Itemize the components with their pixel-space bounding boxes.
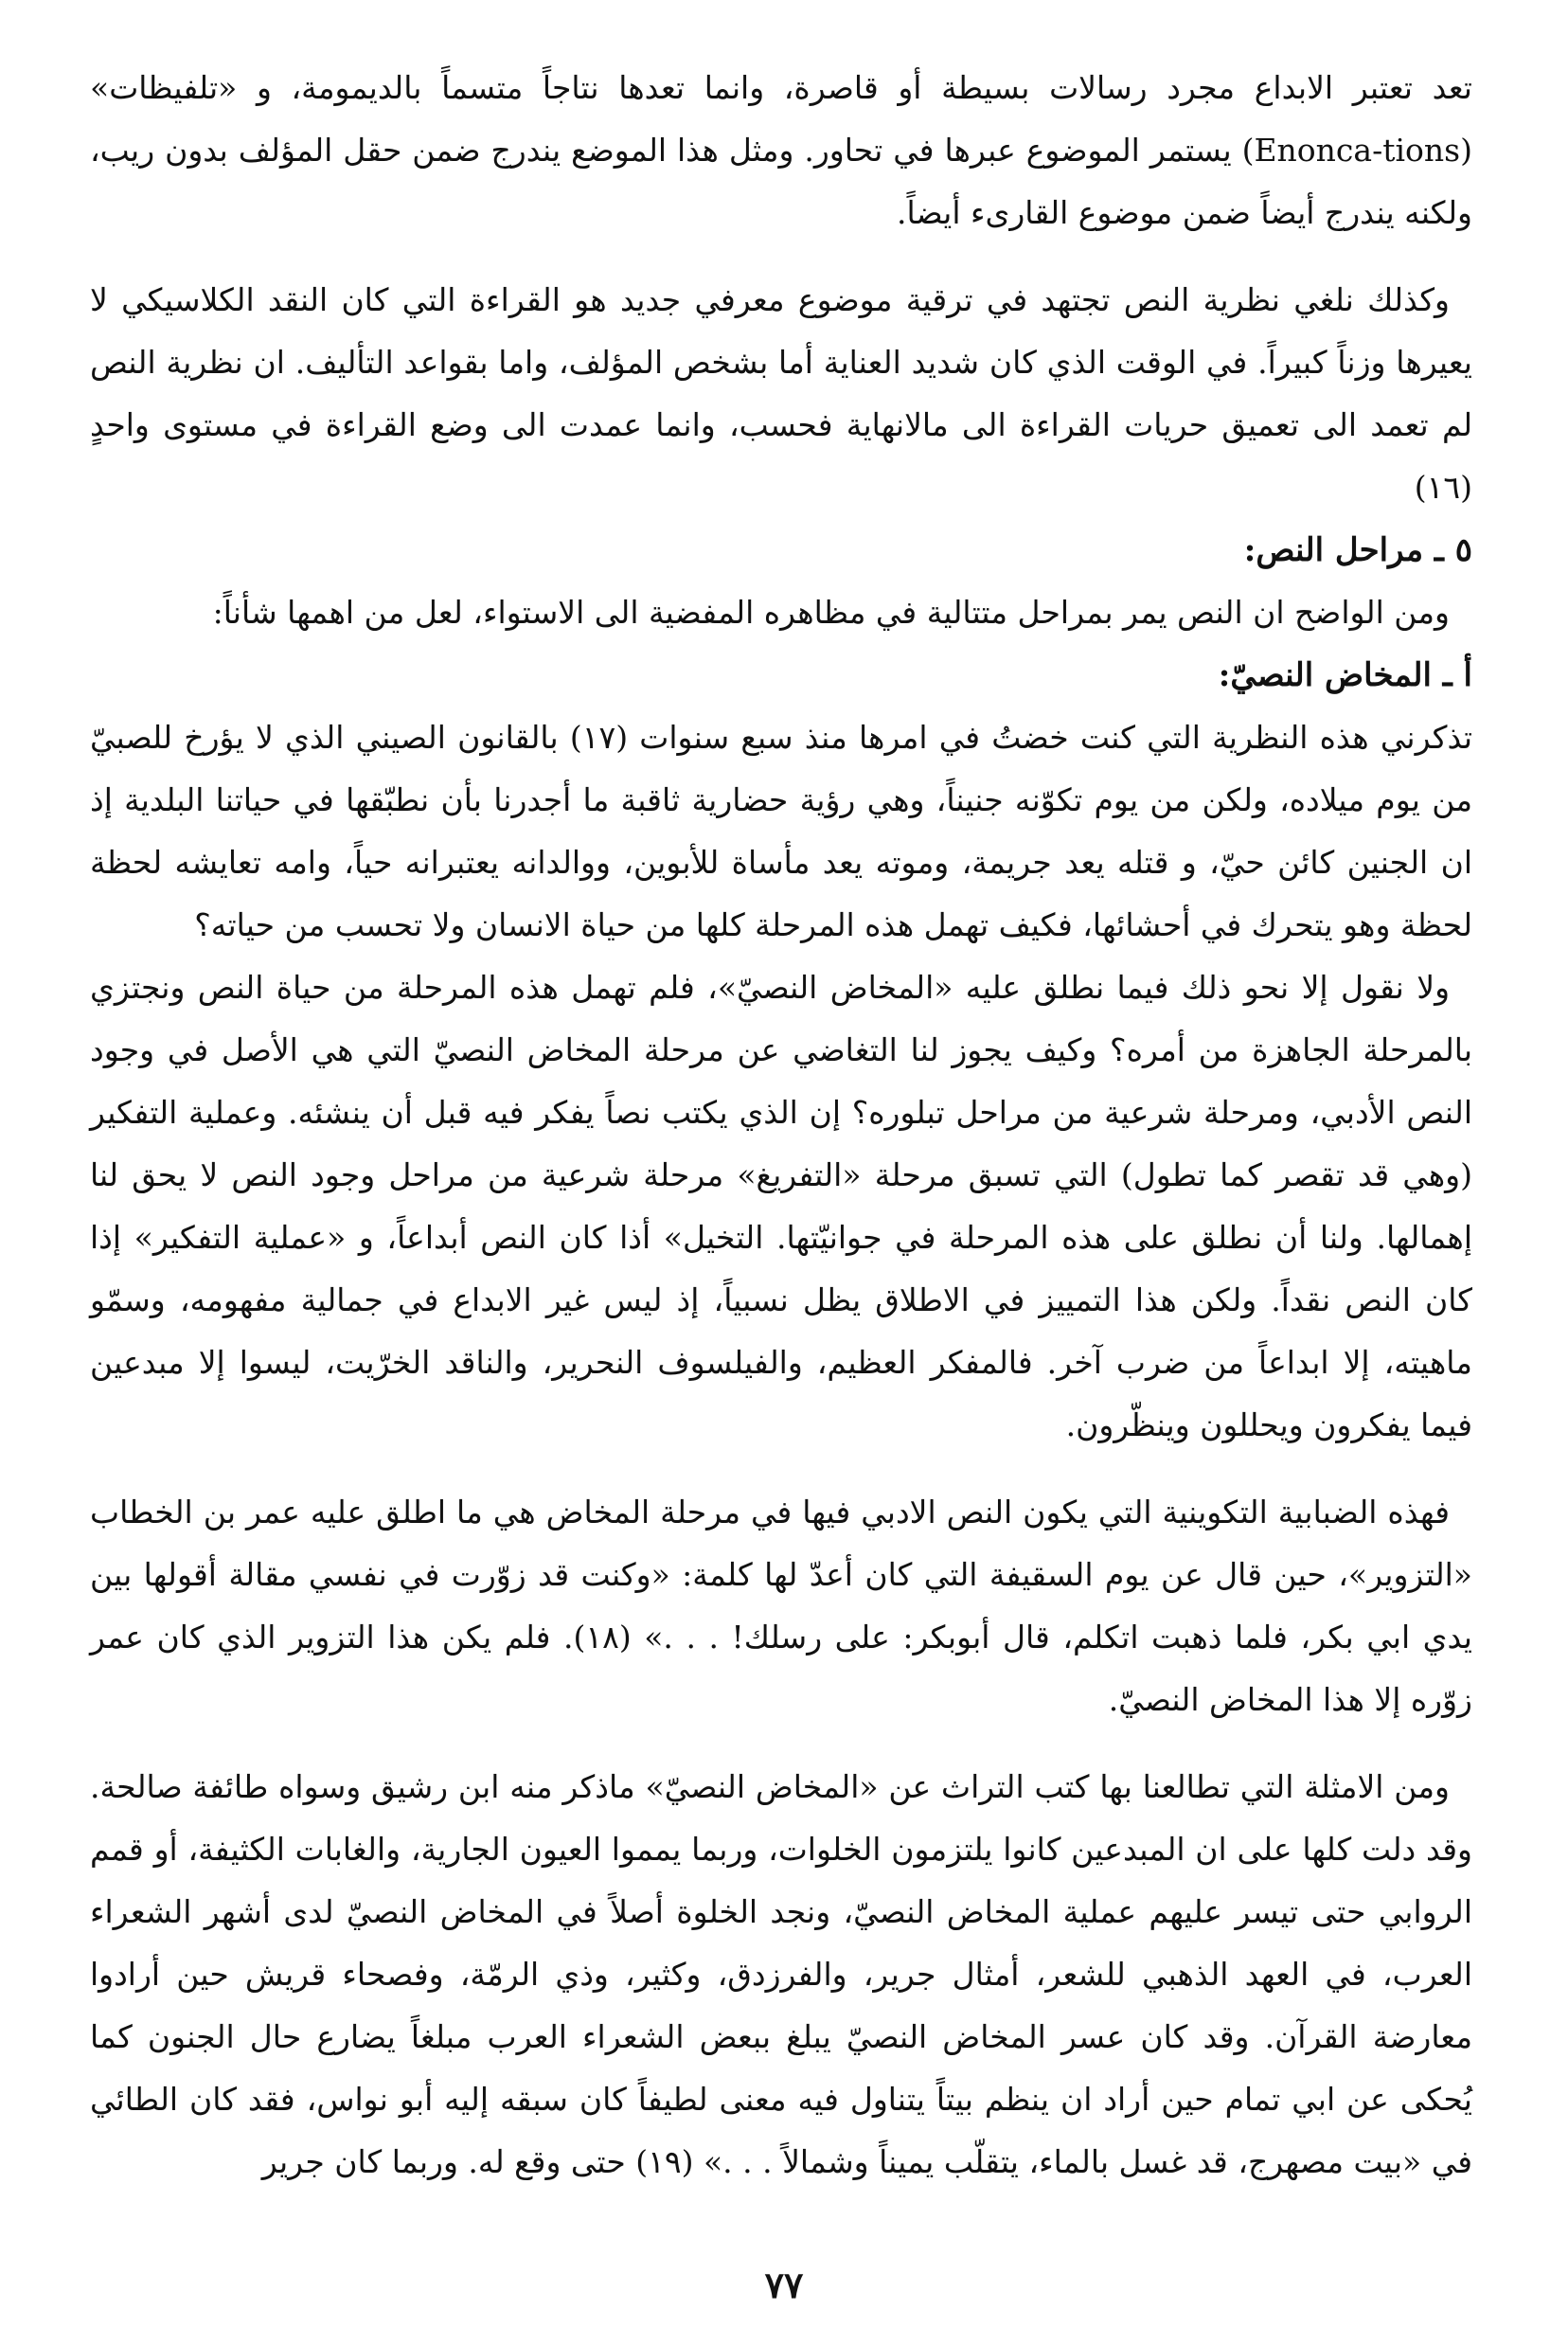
section-heading-text-stages: ٥ ـ مراحل النص: [1243, 531, 1472, 569]
page-number: ٧٧ [764, 2264, 804, 2306]
paragraph-chinese-law: تذكرني هذه النظرية التي كنت خضتُ في امرها منذ سبع سنوات (١٧) بالقانون الصيني الذي لا يؤرخ للصبيّ من يوم ميلاده، ولكن من يوم تكوّنه جنيناً، وهي رؤية حضارية ثاقبة ما أجدرنا بأن نطبّقها في حياتنا البلدية إذ ان الجنين كائن حيّ، و قتله يعد جريمة، وموته يعد مأساة للأبوين، ووالدانه يعتبرانه حياً، وامه تعايشه لحظة لحظة وهو يتحرك في أحشائها، فكيف تهمل هذه المرحلة كلها من حياة الانسان ولا تحسب من حياته؟ [90, 719, 1473, 943]
paragraph-heritage-examples: ومن الامثلة التي تطالعنا بها كتب التراث عن «المخاض النصيّ» ماذكر منه ابن رشيق وسواه طائفة صالحة. وقد دلت كلها على ان المبدعين كانوا يلتزمون الخلوات، وربما يمموا العيون الجارية، والغابات الكثيفة، أو قمم الروابي حتى تيسر عليهم عملية المخاض النصيّ، ونجد الخلوة أصلاً في المخاض النصيّ لدى أشهر الشعراء العرب، في العهد الذهبي للشعر، أمثال جرير، والفرزدق، وكثير، وذي الرمّة، وفصحاء قريش حين أرادوا معارضة القرآن. وقد كان عسر المخاض النصيّ يبلغ ببعض الشعراء العرب مبلغاً يضارع حال الجنون كما يُحكى عن ابي تمام حين أراد ان ينظم بيتاً يتناول فيه معنى لطيفاً كان سبقه إليه أبو نواس، فقد كان الطائي في «بيت مصهرج، قد غسل بالماء، يتقلّب يميناً وشمالاً . . .» (١٩) حتى وقع له. وربما كان جرير [90, 1768, 1472, 2180]
document-page [90, 57, 1472, 2292]
subheading-textual-labor: أ ـ المخاض النصيّ: [1218, 656, 1472, 694]
paragraph-creativity-enunciations: تعد تعتبر الابداع مجرد رسالات بسيطة أو قاصرة، وانما تعدها نتاجاً متسماً بالديمومة، و «تلفيظات» (Enonca-tions) يستمر الموضوع عبرها في تحاور. ومثل هذا الموضع يندرج ضمن حقل المؤلف بدون ريب، ولكنه يندرج أيضاً ضمن موضوع القارىء أيضاً. [90, 69, 1472, 231]
paragraph-successive-stages: ومن الواضح ان النص يمر بمراحل متتالية في مظاهره المفضية الى الاستواء، لعل من اهمها شأناً: [212, 594, 1450, 631]
paragraph-textual-labor-stage: ولا نقول إلا نحو ذلك فيما نطلق عليه «المخاض النصيّ»، فلم تهمل هذه المرحلة من حياة النص ونجتزي بالمرحلة الجاهزة من أمره؟ وكيف يجوز لنا التغاضي عن مرحلة المخاض النصيّ التي هي الأصل في وجود النص الأدبي، ومرحلة شرعية من مراحل تبلوره؟ إن الذي يكتب نصاً يفكر فيه قبل أن ينشئه. وعملية التفكير (وهي قد تقصر كما تطول) التي تسبق مرحلة «التفريغ» مرحلة شرعية من مراحل وجود النص لا يحق لنا إهمالها. ولنا أن نطلق على هذه المرحلة في جوانيّتها. التخيل» أذا كان النص أبداعاً، و «عملية التفكير» إذا كان النص نقداً. ولكن هذا التمييز في الاطلاق يظل نسبياً، إذ ليس غير الابداع في جمالية مفهومه، وسمّو ماهيته، إلا ابداعاً من ضرب آخر. فالمفكر العظيم، والفيلسوف النحرير، والناقد الخرّيت، ليسوا إلا مبدعين فيما يفكرون ويحللون وينظّرون. [90, 969, 1472, 1443]
paragraph-text-theory-reading: وكذلك نلغي نظرية النص تجتهد في ترقية موضوع معرفي جديد هو القراءة التي كان النقد الكلاسيكي لا يعيرها وزناً كبيراً. في الوقت الذي كان شديد العناية أما بشخص المؤلف، واما بقواعد التأليف. ان نظرية النص لم تعمد الى تعميق حريات القراءة الى مالانهاية فحسب، وانما عمدت الى وضع القراءة في مستوى واحدٍ (١٦) [90, 281, 1472, 506]
paragraph-umar-tazwir: فهذه الضبابية التكوينية التي يكون النص الادبي فيها في مرحلة المخاض هي ما اطلق عليه عمر بن الخطاب «التزوير»، حين قال عن يوم السقيفة التي كان أعدّ لها كلمة: «وكنت قد زوّرت في نفسي مقالة أقولها بين يدي ابي بكر، فلما ذهبت اتكلم، قال أبوبكر: على رسلك! . . .» (١٨). فلم يكن هذا التزوير الذي كان عمر زوّره إلا هذا المخاض النصيّ. [90, 1494, 1472, 1718]
